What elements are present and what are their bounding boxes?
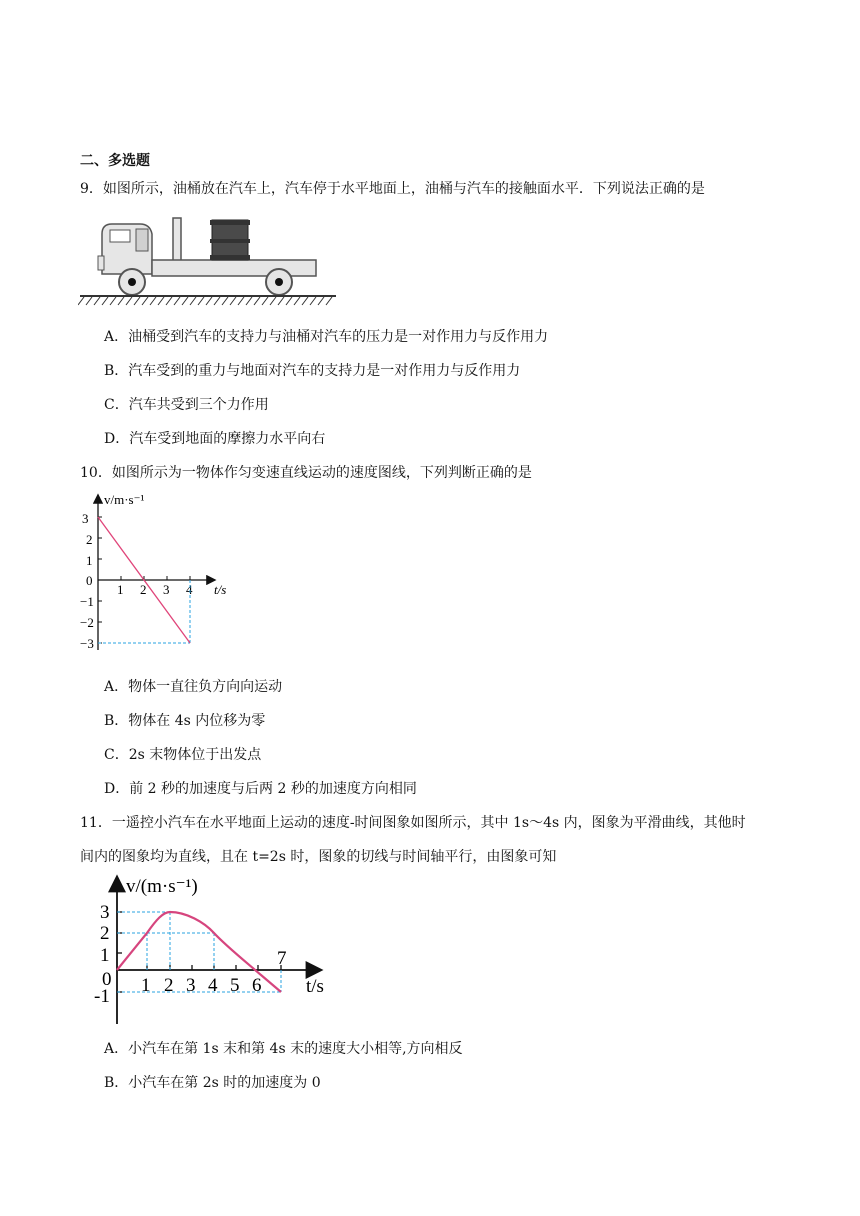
ground-hatch xyxy=(102,297,108,305)
ground-hatch xyxy=(198,297,204,305)
ground-hatch xyxy=(270,297,276,305)
q11-xtick: 3 xyxy=(186,975,196,996)
question-10-stem: 10．如图所示为一物体作匀变速直线运动的速度图线，下列判断正确的是 xyxy=(80,465,532,481)
ground-hatch xyxy=(142,297,148,305)
q11-ytick: -1 xyxy=(94,986,110,1007)
q11-xtick: 4 xyxy=(208,975,218,996)
q9-option-b[interactable]: B．汽车受到的重力与地面对汽车的支持力是一对作用力与反作用力 xyxy=(104,363,521,379)
q10-option-c[interactable]: C．2s 末物体位于出发点 xyxy=(104,747,262,763)
ground-hatch xyxy=(230,297,236,305)
question-11-stem-line1: 11．一遥控小汽车在水平地面上运动的速度-时间图象如图所示，其中 1s～4s 内，图象为平滑曲线，其他时 xyxy=(80,815,746,831)
ground-hatch xyxy=(222,297,228,305)
ground-hatch xyxy=(190,297,196,305)
q10-xtick: 3 xyxy=(163,582,170,597)
q11-ytick: 0 xyxy=(102,969,112,990)
ground-hatch xyxy=(150,297,156,305)
q10-xtick: 2 xyxy=(140,582,147,597)
q9-option-a[interactable]: A．油桶受到汽车的支持力与油桶对汽车的压力是一对作用力与反作用力 xyxy=(104,329,549,345)
q10-ytick: 2 xyxy=(86,532,93,547)
ground-hatch xyxy=(118,297,124,305)
q9-option-c[interactable]: C．汽车共受到三个力作用 xyxy=(104,397,269,413)
ground-hatch xyxy=(254,297,260,305)
ground-hatch xyxy=(134,297,140,305)
ground-hatch xyxy=(214,297,220,305)
ground-hatch xyxy=(166,297,172,305)
ground-hatch xyxy=(326,297,332,305)
q10-ytick: 0 xyxy=(86,573,93,588)
q11-x-label: t/s xyxy=(306,976,324,997)
q11-ytick: 3 xyxy=(100,902,110,923)
ground-hatch xyxy=(174,297,180,305)
q10-ytick: −1 xyxy=(80,594,94,609)
q11-option-b[interactable]: B．小汽车在第 2s 时的加速度为 0 xyxy=(104,1075,321,1091)
question-9-stem: 9．如图所示，油桶放在汽车上，汽车停于水平地面上，油桶与汽车的接触面水平．下列说法正确的是 xyxy=(80,181,705,197)
q11-velocity-graph xyxy=(86,872,336,1032)
ground-hatch xyxy=(126,297,132,305)
q10-option-b[interactable]: B．物体在 4s 内位移为零 xyxy=(104,713,266,729)
q10-ytick: −3 xyxy=(80,636,94,651)
oil-barrel xyxy=(210,220,250,260)
q11-xtick: 2 xyxy=(164,975,174,996)
ground-hatch xyxy=(278,297,284,305)
q10-y-label: v/m·s⁻¹ xyxy=(104,492,145,507)
q11-xtick: 5 xyxy=(230,975,240,996)
ground-hatch xyxy=(302,297,308,305)
question-11-stem-line2: 间内的图象均为直线，且在 t=2s 时，图象的切线与时间轴平行，由图象可知 xyxy=(80,849,557,865)
q11-ytick: 2 xyxy=(100,923,110,944)
q9-option-d[interactable]: D．汽车受到地面的摩擦力水平向右 xyxy=(104,431,326,447)
q11-xtick: 6 xyxy=(252,975,262,996)
front-wheel xyxy=(119,269,145,295)
q11-option-a[interactable]: A．小汽车在第 1s 末和第 4s 末的速度大小相等,方向相反 xyxy=(104,1041,463,1057)
q10-ytick: 1 xyxy=(86,553,93,568)
ground-hatch xyxy=(310,297,316,305)
ground-hatch xyxy=(94,297,100,305)
ground-hatch xyxy=(262,297,268,305)
ground-hatch xyxy=(86,297,92,305)
rear-wheel xyxy=(266,269,292,295)
ground-hatch xyxy=(110,297,116,305)
ground-hatch xyxy=(182,297,188,305)
ground-hatch xyxy=(246,297,252,305)
q10-x-label: t/s xyxy=(214,582,227,597)
q10-xtick: 1 xyxy=(117,582,124,597)
q10-option-d[interactable]: D．前 2 秒的加速度与后两 2 秒的加速度方向相同 xyxy=(104,781,417,797)
q10-xtick: 4 xyxy=(186,582,193,597)
ground-hatch xyxy=(294,297,300,305)
q11-xtick: 7 xyxy=(277,948,287,969)
q10-velocity-graph xyxy=(80,488,250,658)
q11-xtick: 1 xyxy=(141,975,151,996)
q11-y-label: v/(m·s⁻¹) xyxy=(126,876,198,897)
q10-option-a[interactable]: A．物体一直往负方向向运动 xyxy=(104,679,283,695)
q10-ytick: 3 xyxy=(82,511,89,526)
ground-hatch xyxy=(238,297,244,305)
ground-hatch xyxy=(286,297,292,305)
ground-hatch xyxy=(206,297,212,305)
section-title: 二、多选题 xyxy=(80,153,150,169)
ground-hatch xyxy=(158,297,164,305)
q11-ytick: 1 xyxy=(100,945,110,966)
ground-hatch xyxy=(78,297,84,305)
ground-hatch xyxy=(318,297,324,305)
q10-ytick: −2 xyxy=(80,615,94,630)
truck-illustration xyxy=(78,212,340,310)
